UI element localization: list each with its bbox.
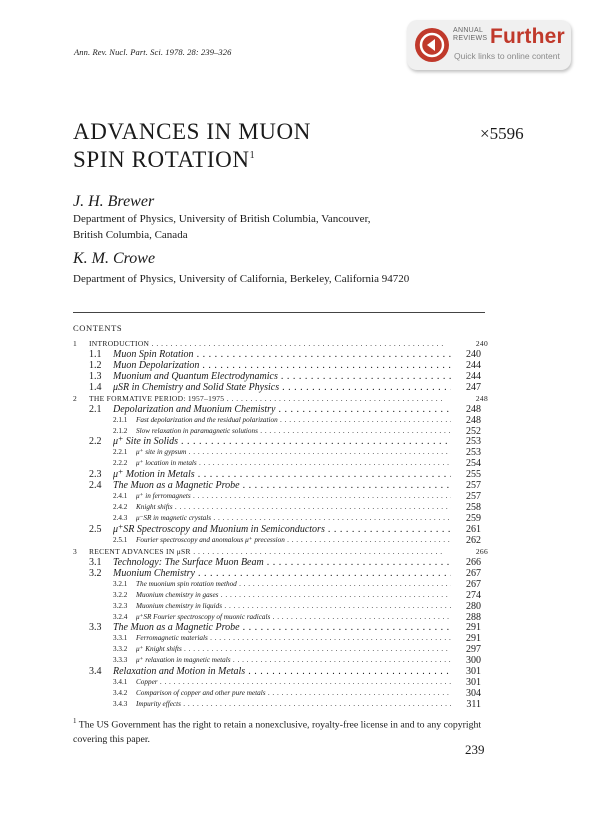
toc-entry-page: 253 — [466, 436, 481, 448]
toc-entry-page: 254 — [466, 458, 481, 470]
toc-entry-number: 3 — [73, 546, 78, 556]
toc-entry-title: Muon Depolarization . . . — [113, 360, 451, 371]
toc-entry[interactable] — [73, 655, 488, 666]
toc-entry-number: 2.1.1 — [113, 415, 128, 424]
toc-entry-page: 240 — [466, 348, 481, 360]
page-number: 239 — [465, 742, 485, 757]
toc-entry[interactable] — [73, 447, 488, 458]
toc-entry[interactable] — [73, 601, 488, 612]
badge-line-annual: ANNUAL — [453, 27, 484, 34]
toc-entry-page: 266 — [475, 546, 488, 556]
toc-entry[interactable] — [73, 568, 488, 579]
toc-entry-number: 3.2.3 — [113, 601, 128, 610]
toc-entry[interactable] — [73, 612, 488, 623]
toc-entry-number: 3.4.3 — [113, 700, 128, 709]
toc-entry[interactable] — [73, 502, 488, 513]
article-title — [73, 118, 311, 179]
toc-entry-title: Muonium chemistry in liquids . . . — [136, 601, 451, 612]
toc-entry-page: 257 — [466, 491, 481, 503]
toc-entry[interactable] — [73, 644, 488, 655]
toc-entry[interactable] — [73, 666, 488, 677]
toc-entry-page: 280 — [466, 600, 481, 612]
toc-entry-page: 248 — [475, 393, 488, 403]
toc-entry[interactable] — [73, 491, 488, 502]
further-badge[interactable] — [407, 20, 571, 70]
toc-entry[interactable] — [73, 404, 488, 415]
toc-entry[interactable] — [73, 436, 488, 447]
footnote-mark: 1 — [73, 717, 77, 725]
toc-entry-page: 267 — [466, 567, 481, 579]
toc-entry-title: THE FORMATIVE PERIOD: 1957–1975 . . . — [89, 393, 443, 404]
toc-entry-title: Slow relaxation in paramagnetic solutions . . . — [136, 426, 451, 437]
toc-entry-page: 262 — [466, 534, 481, 546]
toc-entry[interactable] — [73, 382, 488, 393]
affiliation-line: Department of Physics, University of California, Berkeley, California 94720 — [73, 273, 410, 285]
toc-entry[interactable] — [73, 469, 488, 480]
toc-entry-number: 3.4.1 — [113, 678, 128, 687]
footnote-text: The US Government has the right to retain a nonexclusive, royalty-free license in and to any copyright covering this paper. — [73, 719, 482, 746]
author-affiliation — [73, 271, 409, 287]
toc-entry[interactable] — [73, 360, 488, 371]
toc-entry-page: 266 — [466, 556, 481, 568]
toc-entry[interactable] — [73, 415, 488, 426]
affiliation-line: Department of Physics, University of British Columbia, Vancouver, — [73, 213, 371, 225]
title-footnote-mark[interactable]: 1 — [249, 150, 256, 161]
toc-entry-page: 258 — [466, 502, 481, 514]
toc-entry-number: 2 — [73, 393, 78, 403]
footnote — [73, 714, 489, 747]
toc-entry-page: 301 — [466, 666, 481, 678]
toc-entry-number: 3.2 — [89, 567, 102, 579]
toc-entry-number: 3.3.3 — [113, 656, 128, 665]
toc-entry-number: 1.3 — [89, 370, 102, 382]
toc-entry-page: 253 — [466, 447, 481, 459]
toc-entry-number: 2.1.2 — [113, 426, 128, 435]
toc-entry-page: 267 — [466, 578, 481, 590]
toc-entry-title: μSR in Chemistry and Solid State Physics . . . — [113, 382, 451, 393]
badge-subtitle: Quick links to online content — [454, 51, 560, 61]
author-name: J. H. Brewer — [73, 193, 155, 210]
toc-entry-number: 2.4.2 — [113, 503, 128, 512]
toc-entry-number: 1.1 — [89, 348, 102, 360]
toc-entry-title: Relaxation and Motion in Metals . . . — [113, 666, 451, 677]
toc-entry-number: 1 — [73, 339, 78, 348]
toc-entry-title: μ⁺ relaxation in magnetic metals . . . — [136, 655, 451, 666]
toc-entry[interactable] — [73, 524, 488, 535]
toc-entry-number: 3.3.1 — [113, 634, 128, 643]
toc-entry-page: 291 — [466, 622, 481, 634]
toc-entry-page: 257 — [466, 480, 481, 492]
toc-entry[interactable] — [73, 426, 488, 437]
section-divider — [73, 312, 485, 313]
toc-entry-number: 2.2.2 — [113, 459, 128, 468]
title-line-1: ADVANCES IN MUON — [73, 119, 311, 144]
toc-entry-title: μ⁺SR Spectroscopy and Muonium in Semiconductors . . . — [113, 524, 451, 535]
toc-entry-number: 3.3.2 — [113, 645, 128, 654]
toc-entry[interactable] — [73, 688, 488, 699]
toc-entry-page: 248 — [466, 414, 481, 426]
toc-entry[interactable] — [73, 579, 488, 590]
toc-entry-title: Impurity effects . . . — [136, 699, 451, 710]
toc-entry-title: Technology: The Surface Muon Beam . . . — [113, 557, 451, 568]
toc-entry-title: μ⁻SR in magnetic crystals . . . — [136, 513, 451, 524]
toc-entry[interactable] — [73, 557, 488, 568]
toc-entry-title: Fourier spectroscopy and anomalous μ⁺ precession . . . — [136, 535, 451, 546]
badge-publisher — [453, 27, 487, 42]
toc-entry-number: 3.4.2 — [113, 689, 128, 698]
toc-entry-page: 261 — [466, 523, 481, 535]
journal-citation: Ann. Rev. Nucl. Part. Sci. 1978. 28: 239–326 — [74, 47, 232, 57]
toc-entry-number: 3.2.2 — [113, 590, 128, 599]
toc-entry-title: Fast depolarization and the residual polarization . . . — [136, 415, 451, 426]
toc-entry-page: 304 — [466, 688, 481, 700]
toc-entry-page: 259 — [466, 513, 481, 525]
toc-entry-number: 3.2.1 — [113, 579, 128, 588]
toc-entry-title: μ⁺ Knight shifts . . . — [136, 644, 451, 655]
toc-entry-number: 3.1 — [89, 556, 102, 568]
toc-entry-title: μ⁺ location in metals . . . — [136, 458, 451, 469]
toc-entry-title: Muonium chemistry in gases . . . — [136, 590, 451, 601]
author-name: K. M. Crowe — [73, 250, 156, 267]
toc-entry-page: 288 — [466, 611, 481, 623]
toc-entry-title: Knight shifts . . . — [136, 502, 451, 513]
toc-entry-number: 2.3 — [89, 469, 102, 481]
toc-entry-title: RECENT ADVANCES IN μSR . . . — [89, 546, 443, 557]
toc-entry[interactable] — [73, 480, 488, 491]
toc-entry-number: 2.4 — [89, 480, 102, 492]
toc-entry[interactable] — [73, 458, 488, 469]
toc-entry-title: μ⁺SR Fourier spectroscopy of muonic radicals . . . — [136, 612, 451, 623]
reference-number: ×5596 — [480, 124, 524, 143]
toc-entry-number: 2.5 — [89, 523, 102, 535]
badge-brand: Further — [490, 25, 565, 48]
toc-entry-title: μ⁺ Site in Solids . . . — [113, 436, 451, 447]
toc-entry-page: 240 — [475, 339, 488, 348]
toc-entry-title: Muonium Chemistry . . . — [113, 568, 451, 579]
toc-entry-title: Comparison of copper and other pure metals . . . — [136, 688, 451, 699]
toc-entry[interactable] — [73, 677, 488, 688]
toc-entry-number: 3.4 — [89, 666, 102, 678]
toc-entry-page: 255 — [466, 469, 481, 481]
toc-entry-title: Copper . . . — [136, 677, 451, 688]
toc-entry-number: 2.5.1 — [113, 535, 128, 544]
toc-entry[interactable] — [73, 622, 488, 633]
toc-entry-page: 274 — [466, 589, 481, 601]
toc-entry[interactable] — [73, 546, 488, 557]
toc-entry-title: μ⁺ Motion in Metals . . . — [113, 469, 451, 480]
toc-entry-title: Ferromagnetic materials . . . — [136, 633, 451, 644]
badge-line-reviews: REVIEWS — [453, 34, 488, 42]
toc-entry-number: 3.2.4 — [113, 612, 128, 621]
toc-entry-title: μ⁺ in ferromagnets . . . — [136, 491, 451, 502]
toc-entry[interactable] — [73, 349, 488, 360]
affiliation-line: British Columbia, Canada — [73, 229, 188, 241]
toc-entry[interactable] — [73, 393, 488, 404]
toc-entry-page: 291 — [466, 633, 481, 645]
toc-entry-number: 2.4.3 — [113, 514, 128, 523]
toc-entry-number: 3.3 — [89, 622, 102, 634]
annual-reviews-logo-icon — [413, 26, 451, 64]
toc-entry-title: Muon Spin Rotation . . . — [113, 349, 451, 360]
toc-entry-title: The muonium spin rotation method . . . — [136, 579, 451, 590]
toc-entry-page: 252 — [466, 425, 481, 437]
toc-entry[interactable] — [73, 338, 488, 349]
toc-entry-page: 311 — [466, 699, 481, 711]
toc-entry-page: 244 — [466, 359, 481, 371]
toc-entry-page: 244 — [466, 370, 481, 382]
toc-entry-title: INTRODUCTION . . . — [89, 338, 443, 349]
toc-entry[interactable] — [73, 513, 488, 524]
toc-entry-page: 300 — [466, 655, 481, 667]
toc-entry-number: 2.4.1 — [113, 492, 128, 501]
toc-entry-page: 247 — [466, 381, 481, 393]
toc-entry-page: 297 — [466, 644, 481, 656]
toc-entry-page: 301 — [466, 677, 481, 689]
title-line-2: SPIN ROTATION — [73, 147, 250, 172]
toc-entry[interactable] — [73, 371, 488, 382]
contents-heading: CONTENTS — [73, 323, 123, 333]
toc-entry-title: The Muon as a Magnetic Probe . . . — [113, 480, 451, 491]
toc-entry-title: Muonium and Quantum Electrodynamics . . . — [113, 371, 451, 382]
toc-entry-number: 1.2 — [89, 359, 102, 371]
toc-entry-title: Depolarization and Muonium Chemistry . . . — [113, 404, 451, 415]
toc-entry[interactable] — [73, 535, 488, 546]
toc-entry-number: 2.1 — [89, 403, 102, 415]
toc-entry[interactable] — [73, 633, 488, 644]
toc-entry-title: μ⁺ site in gypsum . . . — [136, 447, 451, 458]
author-affiliation — [73, 211, 371, 243]
toc-entry[interactable] — [73, 590, 488, 601]
toc-entry[interactable] — [73, 699, 488, 710]
toc-entry-page: 248 — [466, 403, 481, 415]
toc-entry-number: 2.2 — [89, 436, 102, 448]
toc-entry-title: The Muon as a Magnetic Probe . . . — [113, 622, 451, 633]
toc-entry-number: 2.2.1 — [113, 448, 128, 457]
toc-entry-number: 1.4 — [89, 381, 102, 393]
